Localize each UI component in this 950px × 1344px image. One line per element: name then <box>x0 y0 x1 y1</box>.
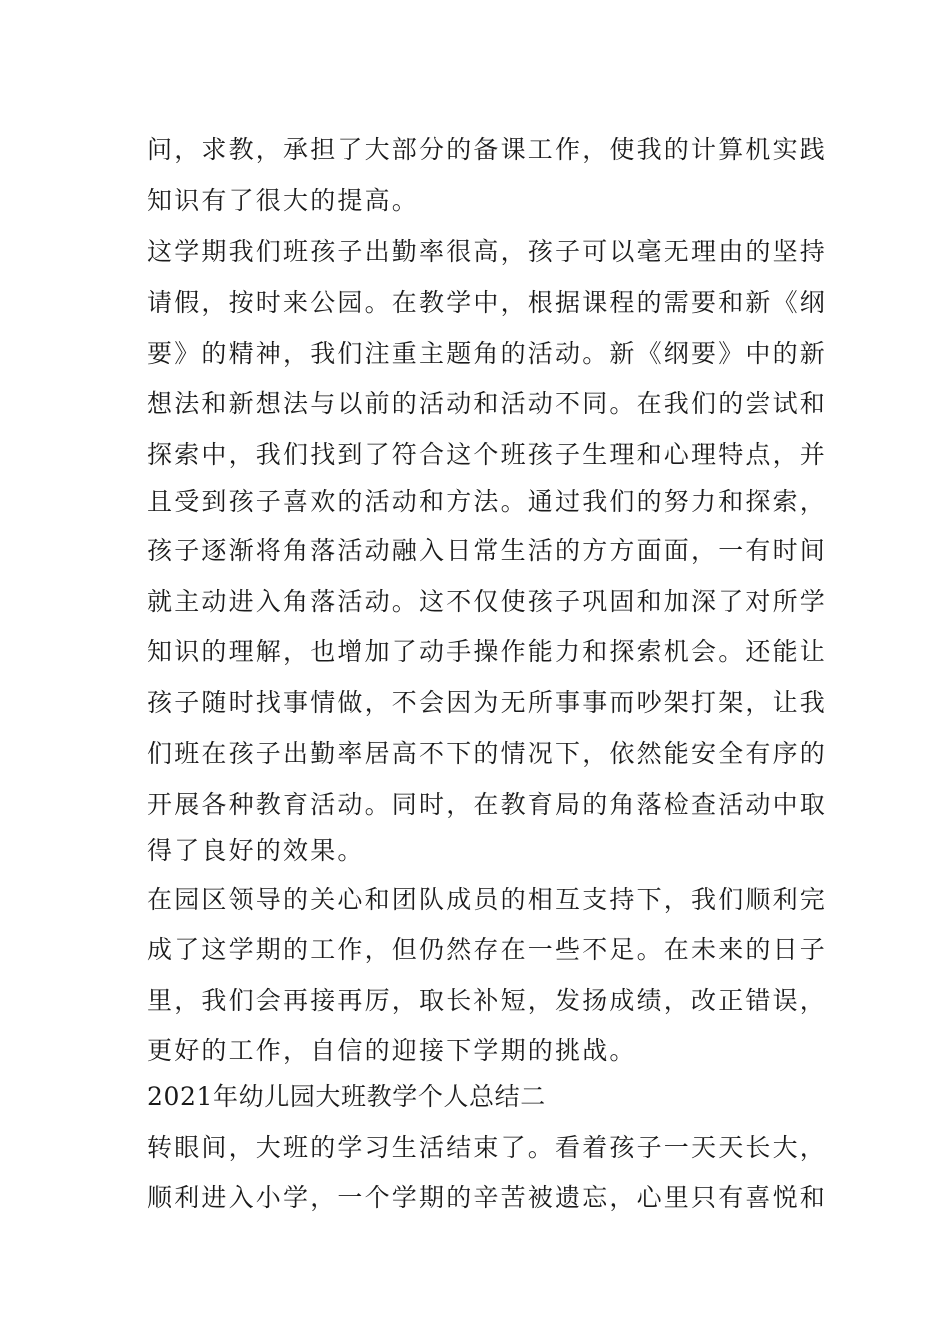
text-line: 这学期我们班孩子出勤率很高，孩子可以毫无理由的坚持 <box>147 237 828 266</box>
text-line: 在园区领导的关心和团队成员的相互支持下，我们顺利完 <box>147 885 828 914</box>
text-line: 们班在孩子出勤率居高不下的情况下，依然能安全有序的 <box>147 739 828 768</box>
text-line: 孩子逐渐将角落活动融入日常生活的方方面面，一有时间 <box>147 536 828 565</box>
text-line: 知识的理解，也增加了动手操作能力和探索机会。还能让 <box>147 637 828 666</box>
text-line: 且受到孩子喜欢的活动和方法。通过我们的努力和探索， <box>147 487 828 516</box>
text-line: 探索中，我们找到了符合这个班孩子生理和心理特点，并 <box>147 440 828 469</box>
text-line: 知识有了很大的提高。 <box>147 186 420 215</box>
text-line: 更好的工作，自信的迎接下学期的挑战。 <box>147 1036 637 1065</box>
text-line: 开展各种教育活动。同时，在教育局的角落检查活动中取 <box>147 790 828 819</box>
text-line: 转眼间，大班的学习生活结束了。看着孩子一天天长大， <box>147 1133 828 1162</box>
text-line: 孩子随时找事情做，不会因为无所事事而吵架打架，让我 <box>147 688 828 717</box>
text-line: 里，我们会再接再厉，取长补短，发扬成绩，改正错误， <box>147 986 828 1015</box>
text-line: 请假，按时来公园。在教学中，根据课程的需要和新《纲 <box>147 288 828 317</box>
text-line: 就主动进入角落活动。这不仅使孩子巩固和加深了对所学 <box>147 587 828 616</box>
text-line: 得了良好的效果。 <box>147 836 365 865</box>
text-line: 顺利进入小学，一个学期的辛苦被遗忘，心里只有喜悦和 <box>147 1183 828 1212</box>
text-line: 问，求教，承担了大部分的备课工作，使我的计算机实践 <box>147 135 828 164</box>
section-heading: 2021年幼儿园大班教学个人总结二 <box>147 1082 546 1111</box>
text-line: 要》的精神，我们注重主题角的活动。新《纲要》中的新 <box>147 339 828 368</box>
text-line: 成了这学期的工作，但仍然存在一些不足。在未来的日子 <box>147 935 828 964</box>
text-line: 想法和新想法与以前的活动和活动不同。在我们的尝试和 <box>147 389 828 418</box>
